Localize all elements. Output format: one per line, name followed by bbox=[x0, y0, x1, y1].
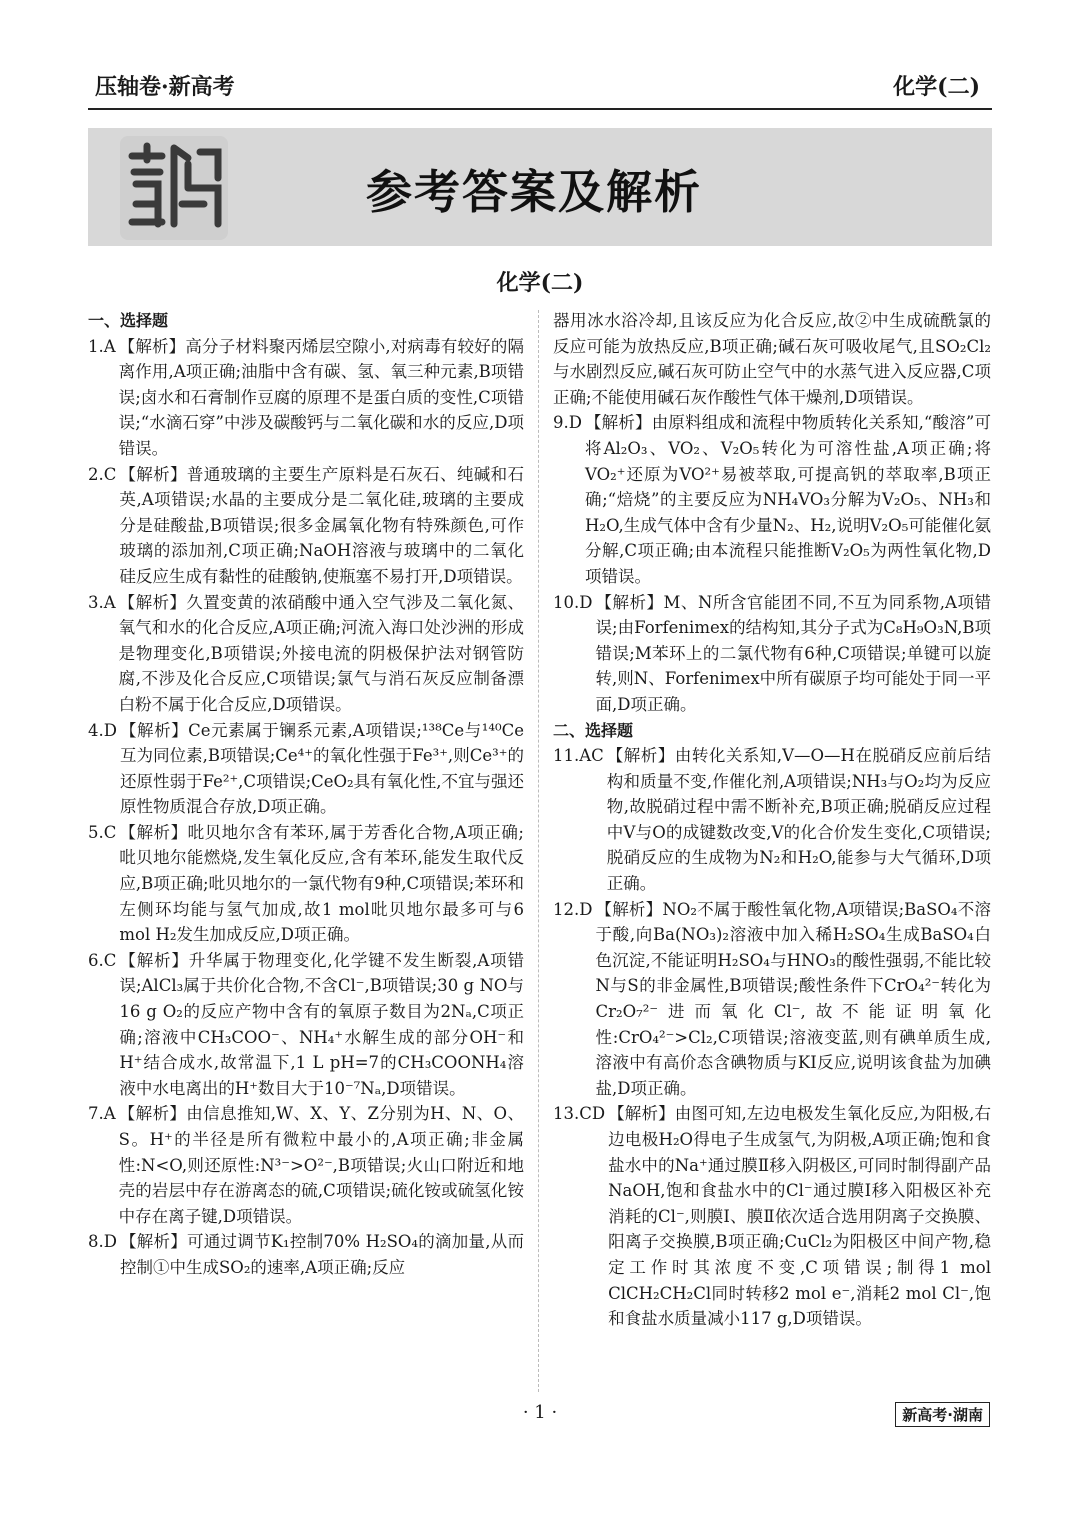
header-left-title: 压轴卷·新高考 bbox=[95, 74, 235, 100]
title-banner bbox=[88, 128, 992, 246]
answer-explanation: 【解析】普通玻璃的主要生产原料是石灰石、纯碱和石英,A项错误;水晶的主要成分是二氧化硅,玻璃的主要成分是硅酸盐,B项错误;很多金属氧化物有特殊颜色,可作玻璃的添加剂,C项正确;NaOH溶液与玻璃中的二氧化硅反应生成有黏性的硅酸钠,使瓶塞不易打开,D项错误。 bbox=[119, 464, 524, 586]
seal-logo bbox=[118, 134, 230, 242]
header-rule bbox=[88, 108, 992, 110]
answer-item bbox=[88, 462, 524, 590]
section-heading: 一、选择题 bbox=[88, 311, 169, 330]
question-number: 9.D bbox=[553, 413, 582, 433]
answer-explanation: 【解析】吡贝地尔含有苯环,属于芳香化合物,A项正确;吡贝地尔能燃烧,发生氧化反应,含有苯环,能发生取代反应,B项正确;吡贝地尔的一氯代物有9种,C项错误;苯环和左侧环均能与氢气加成,故1 mol吡贝地尔最多可与6 mol H₂发生加成反应,D项正确。 bbox=[119, 822, 524, 945]
column-divider bbox=[538, 310, 539, 1392]
question-number: 12.D bbox=[553, 899, 593, 919]
answer-item bbox=[88, 820, 524, 948]
answer-item bbox=[553, 897, 991, 1102]
answer-explanation: 【解析】M、N所含官能团不同,不互为同系物,A项错误;由Forfenimex的结构知,其分子式为C₈H₉O₃N,B项错误;M苯环上的二氯代物有6种,C项错误;单键可以旋转,则N、Forfenimex中所有碳原子均可能处于同一平面,D项正确。 bbox=[595, 592, 991, 714]
header-right-title: 化学(二) bbox=[893, 74, 980, 100]
answer-item bbox=[88, 718, 524, 820]
page-number: · 1 · bbox=[522, 1402, 558, 1423]
answer-explanation: 【解析】由图可知,左边电极发生氧化反应,为阳极,右边电极H₂O得电子生成氢气,为阴极,A项正确;饱和食盐水中的Na⁺通过膜Ⅱ移入阴极区,可同时制得副产品NaOH,饱和食盐水中的Cl⁻通过膜Ⅰ移入阳极区补充消耗的Cl⁻,则膜Ⅰ、膜Ⅱ依次适合选用阴离子交换膜、阳离子交换膜,B项正确;CuCl₂为阳极区中间产物,稳定工作时其浓度不变,C项错误;制得1 mol ClCH₂CH₂Cl同时转移2 mol e⁻,消耗2 mol Cl⁻,饱和食盐水质量减小117 g,D项错误。 bbox=[608, 1104, 991, 1329]
section-heading: 二、选择题 bbox=[553, 720, 634, 740]
answer-item bbox=[553, 743, 991, 897]
answer-explanation: 【解析】久置变黄的浓硝酸中通入空气涉及二氧化氮、氧气和水的化合反应,A项正确;河流入海口处沙洲的形成是物理变化,B项错误;外接电流的阴极保护法对钢管防腐,不涉及化合反应,C项错误;氯气与消石灰反应制备漂白粉不属于化合反应,D项错误。 bbox=[118, 592, 524, 714]
answer-item bbox=[88, 590, 524, 718]
answer-continuation: 器用冰水浴冷却,且该反应为化合反应,故②中生成硫酰氯的反应可能为放热反应,B项正确;碱石灰可吸收尾气,且SO₂Cl₂与水剧烈反应,碱石灰可防止空气中的水蒸气进入反应器,C项正确;不能使用碱石灰作酸性气体干燥剂,D项错误。 bbox=[553, 311, 991, 407]
answer-item bbox=[553, 590, 991, 718]
question-number: 3.A bbox=[88, 592, 116, 612]
answer-item bbox=[553, 1101, 991, 1331]
answer-explanation: 【解析】NO₂不属于酸性氧化物,A项错误;BaSO₄不溶于酸,向Ba(NO₃)₂溶液中加入稀H₂SO₄生成BaSO₄白色沉淀,不能证明H₂SO₄与HNO₃的酸性强弱,不能比较N与S的非金属性,B项错误;酸性条件下CrO₄²⁻转化为Cr₂O₇²⁻进而氧化Cl⁻,故不能证明氧化性:CrO₄²⁻>Cl₂,C项错误;溶液变蓝,则有碘单质生成,溶液中有高价态含碘物质与KI反应,说明该食盐为加碘盐,D项正确。 bbox=[595, 899, 991, 1098]
question-number: 1.A bbox=[88, 336, 116, 356]
answer-explanation: 【解析】由信息推知,W、X、Y、Z分别为H、N、O、S。H⁺的半径是所有微粒中最小的,A项正确;非金属性:N<O,则还原性:N³⁻>O²⁻,B项错误;火山口附近和地壳的岩层中存在游离态的硫,C项错误;硫化铵或硫氢化铵中存在离子键,D项错误。 bbox=[118, 1104, 524, 1226]
answer-explanation: 【解析】可通过调节K₁控制70% H₂SO₄的滴加量,从而控制①中生成SO₂的速率,A项正确;反应 bbox=[119, 1232, 524, 1277]
question-number: 13.CD bbox=[553, 1104, 606, 1124]
answer-item bbox=[88, 1101, 524, 1229]
subject-heading: 化学(二) bbox=[496, 270, 584, 296]
question-number: 6.C bbox=[88, 950, 117, 970]
question-number: 10.D bbox=[553, 592, 593, 612]
answer-item bbox=[88, 1229, 524, 1280]
question-number: 5.C bbox=[88, 822, 117, 842]
answer-item bbox=[88, 948, 524, 1102]
question-number: 2.C bbox=[88, 464, 117, 484]
answer-explanation: 【解析】升华属于物理变化,化学键不发生断裂,A项错误;AlCl₃属于共价化合物,不含Cl⁻,B项错误;30 g NO与16 g O₂的反应产物中含有的氧原子数目为2Nₐ,C项正确;溶液中CH₃COO⁻、NH₄⁺水解生成的部分OH⁻和H⁺结合成水,故常温下,1 L pH=7的CH₃COONH₄溶液中水电离出的H⁺数目大于10⁻⁷Nₐ,D项错误。 bbox=[119, 950, 524, 1098]
answer-explanation: 【解析】高分子材料聚丙烯层空隙小,对病毒有较好的隔离作用,A项正确;油脂中含有碳、氢、氧三种元素,B项错误;卤水和石膏制作豆腐的原理不是蛋白质的变性,C项错误;“水滴石穿”中涉及碳酸钙与二氧化碳和水的反应,D项错误。 bbox=[118, 336, 524, 458]
answer-item bbox=[553, 410, 991, 589]
question-number: 7.A bbox=[88, 1104, 116, 1124]
left-column bbox=[88, 308, 524, 1281]
question-number: 11.AC bbox=[553, 746, 604, 766]
answer-explanation: 【解析】由原料组成和流程中物质转化关系知,“酸溶”可将Al₂O₃、VO₂、V₂O₅转化为可溶性盐,A项正确;将VO₂⁺还原为VO²⁺易被萃取,可提高钒的萃取率,B项正确;“焙烧”的主要反应为NH₄VO₃分解为V₂O₅、NH₃和H₂O,生成气体中含有少量N₂、H₂,说明V₂O₅可能催化氨分解,C项正确;由本流程只能推断V₂O₅为两性氧化物,D项错误。 bbox=[584, 413, 991, 586]
right-column bbox=[553, 308, 991, 1332]
answer-explanation: 【解析】由转化关系知,V—O—H在脱硝反应前后结构和质量不变,作催化剂,A项错误;NH₃与O₂均为反应物,故脱硝过程中需不断补充,B项正确;脱硝反应过程中V与O的成键数改变,V的化合价发生变化,C项错误;脱硝反应的生成物为N₂和H₂O,能参与大气循环,D项正确。 bbox=[606, 746, 991, 894]
question-number: 8.D bbox=[88, 1232, 117, 1252]
answer-item bbox=[88, 334, 524, 462]
banner-title: 参考答案及解析 bbox=[366, 165, 702, 219]
answer-explanation: 【解析】Ce元素属于镧系元素,A项错误;¹³⁸Ce与¹⁴⁰Ce互为同位素,B项错误;Ce⁴⁺的氧化性强于Fe³⁺,则Ce³⁺的还原性弱于Fe²⁺,C项错误;CeO₂具有氧化性,不宜与强还原性物质混合存放,D项正确。 bbox=[119, 720, 524, 817]
region-tag: 新高考·湖南 bbox=[895, 1402, 990, 1427]
question-number: 4.D bbox=[88, 720, 117, 740]
